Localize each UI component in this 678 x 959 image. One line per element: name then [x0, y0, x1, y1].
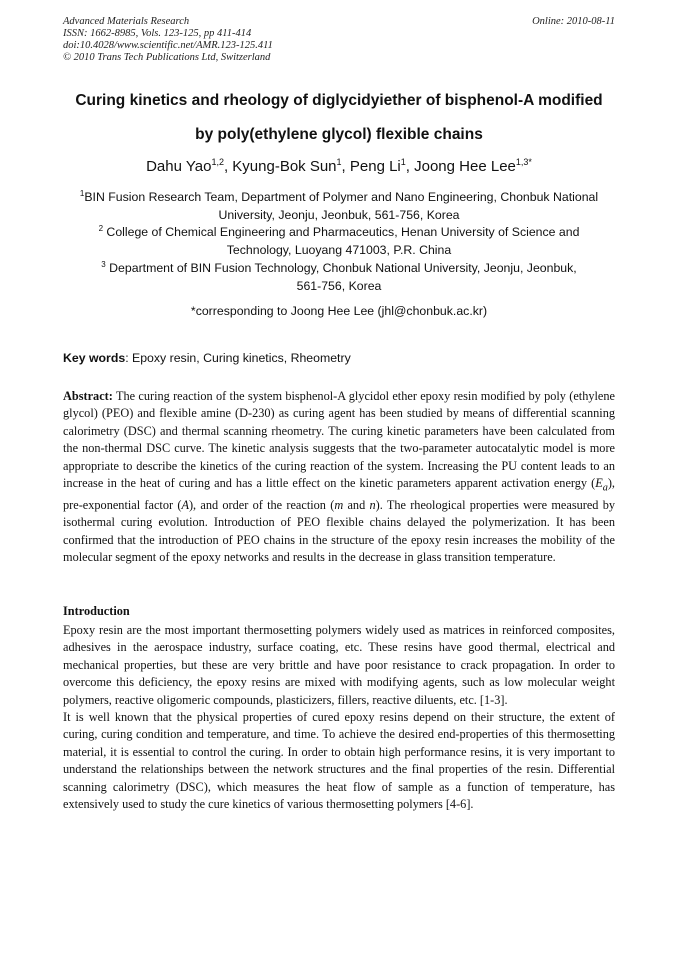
paragraph: Epoxy resin are the most important thermosetting polymers widely used as matrices in reinforced composites, adhesives in the aerospace industry, surface coating, etc. These resins have good thermal, electrical and mechanical properties, but these are very brittle and have poor resistance to crack propagation. In order to overcome this deficiency, the epoxy resins are mixed with modifying agents, such as low molecular weight polymers, reactive oligomeric compounds, plasticizers, fillers, reactive diluents, etc. [1-3].	[63, 623, 615, 707]
affiliation-2	[60, 223, 618, 259]
affiliation-mark: 2	[98, 223, 104, 233]
author-separator: ,	[223, 158, 233, 175]
ea-symbol: E	[595, 476, 603, 491]
abstract-text: ), pre-exponential factor (	[63, 476, 615, 512]
doi: doi:10.4028/www.scientific.net/AMR.123-125.411	[63, 40, 273, 51]
affiliation-text: College of Chemical Engineering and Pharmaceutics, Henan University of Science and	[103, 225, 580, 239]
issn: ISSN: 1662-8985, Vols. 123-125, pp 411-414	[63, 28, 252, 39]
affiliation-mark: 3	[101, 259, 106, 269]
affiliation-3	[60, 259, 618, 295]
paper-title-line-1: Curing kinetics and rheology of diglycidyiether of bisphenol-A modified	[75, 92, 603, 109]
keywords-text: : Epoxy resin, Curing kinetics, Rheometry	[125, 351, 351, 365]
affiliation-text: Technology, Luoyang 471003, P.R. China	[226, 243, 452, 257]
author-list	[40, 157, 638, 177]
author-affiliation-mark: 1,2	[211, 157, 224, 167]
n-symbol: n	[369, 497, 376, 512]
author-affiliation-mark: 1	[336, 157, 342, 167]
keywords-label: Key words	[63, 351, 126, 365]
keywords	[63, 350, 615, 366]
author-name: Kyung-Bok Sun	[232, 158, 337, 175]
author-affiliation-mark: 1	[400, 157, 406, 167]
author-name: Dahu Yao	[146, 158, 212, 175]
copyright: © 2010 Trans Tech Publications Ltd, Switzerland	[63, 52, 271, 63]
affiliation-mark: 1	[79, 188, 85, 198]
author-name: Joong Hee Lee	[414, 158, 516, 175]
m-symbol: m	[334, 497, 344, 512]
abstract	[63, 388, 615, 567]
affiliation-text: University, Jeonju, Jeonbuk, 561-756, Korea	[218, 208, 460, 222]
author-affiliation-mark: 1,3*	[515, 157, 532, 167]
corresponding-author: *corresponding to Joong Hee Lee (jhl@chonbuk.ac.kr)	[190, 304, 488, 318]
author-separator: ,	[405, 158, 415, 175]
abstract-label: Abstract:	[63, 389, 113, 403]
paper-title-line-2: by poly(ethylene glycol) flexible chains	[195, 126, 483, 143]
a-symbol: A	[181, 497, 189, 512]
journal-header	[63, 16, 615, 64]
affiliation-text: BIN Fusion Research Team, Department of Polymer and Nano Engineering, Chonbuk National	[84, 190, 599, 204]
paragraph: It is well known that the physical properties of cured epoxy resins depend on their structure, the extent of curing, curing condition and temperature, and time. To achieve the desired end-properties of this thermosetting material, it is essential to control the curing. In order to obtain high performance resins, it is very important to understand the relationships between the network structures and the final properties of the resin. Differential scanning calorimetry (DSC), which measures the heat flow of sample as a function of temperature, has extensively used to study the cure kinetics of various thermosetting polymers [4-6].	[63, 710, 615, 812]
abstract-text: ). The rheological properties were measured by isothermal curing evolution. Introduction of PEO flexible chains delayed the polymerization. It has been confirmed that the introduction of PEO chains in the structure of the epoxy resin increases the mobility of the molecular segment of the epoxy networks and results in the decrease in glass transition temperature.	[63, 497, 615, 565]
affiliation-1	[60, 188, 618, 224]
author-name: Peng Li	[349, 158, 401, 175]
journal-name: Advanced Materials Research	[63, 16, 190, 27]
affiliation-text: 561-756, Korea	[296, 279, 382, 293]
ea-subscript: a	[602, 482, 608, 494]
abstract-text: The curing reaction of the system bisphenol-A glycidol ether epoxy resin modified by poly (ethylene glycol) (PEO) and flexible amine (D-230) as curing agent has been studied by means of differential scanning calorimetry (DSC) and thermal scanning rheometry. The curing kinetic parameters have been calculated from the non-thermal DSC curve. The kinetic analysis suggests that the two-parameter autocatalytic model is more appropriate to describe the kinetics of the curing reaction of the system. Increasing the PU content leads to an increase in the heat of curing and has a little effect on the kinetic parameters apparent activation energy (	[63, 389, 615, 491]
affiliation-text: Department of BIN Fusion Technology, Chonbuk National University, Jeonju, Jeonbuk,	[105, 261, 577, 275]
section-heading-introduction: Introduction	[63, 604, 130, 618]
abstract-text: ), and order of the reaction (	[188, 497, 335, 512]
abstract-text: and	[343, 497, 370, 512]
online-date: Online: 2010-08-11	[532, 16, 615, 27]
introduction-body	[63, 622, 615, 813]
author-separator: ,	[341, 158, 350, 175]
